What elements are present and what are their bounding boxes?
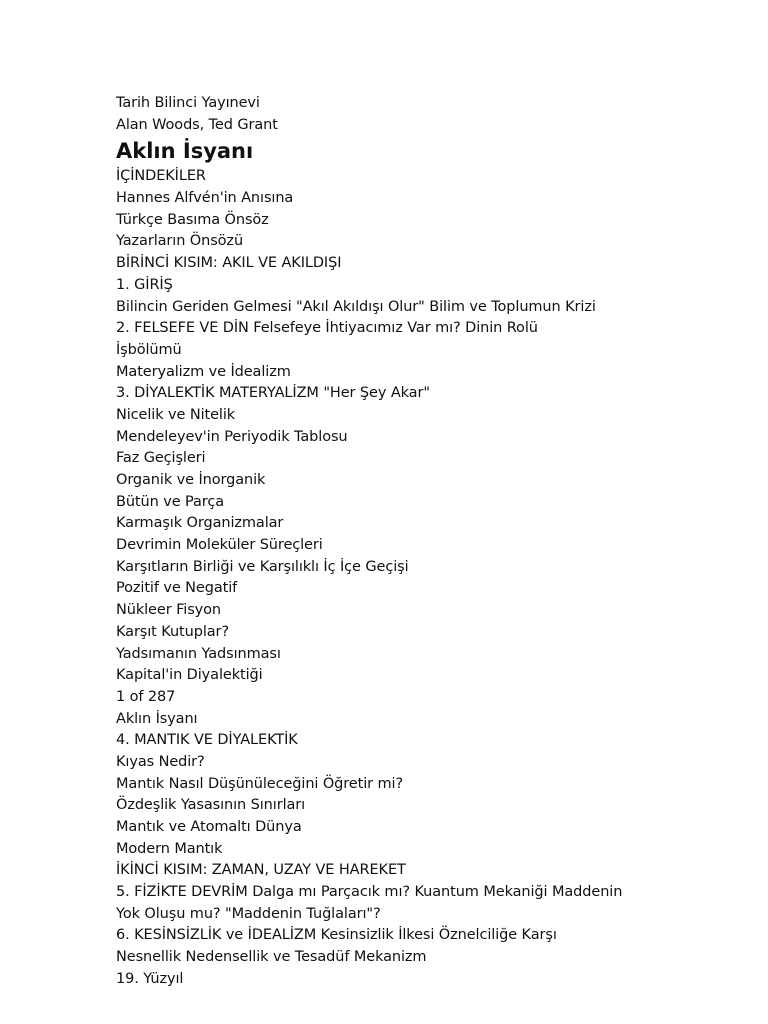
- toc-line: Nicelik ve Nitelik: [116, 406, 236, 423]
- toc-line: Yazarların Önsözü: [116, 233, 244, 250]
- toc-line: Hannes Alfvén'in Anısına: [116, 190, 294, 207]
- toc-part-heading: BİRİNCİ KISIM: AKIL VE AKILDIŞI: [116, 255, 342, 272]
- toc-chapter: 4. MANTIK VE DİYALEKTİK: [116, 732, 298, 749]
- toc-chapter: 2. FELSEFE VE DİN Felsefeye İhtiyacımız Var mı? Dinin Rolü: [116, 320, 538, 337]
- toc-line: Türkçe Basıma Önsöz: [116, 211, 269, 228]
- running-header: Aklın İsyanı: [116, 710, 198, 727]
- toc-line: Mantık ve Atomaltı Dünya: [116, 819, 302, 835]
- document-content: [116, 93, 736, 991]
- toc-line: Kapital'in Diyalektiği: [116, 667, 263, 684]
- toc-line: Bütün ve Parça: [116, 493, 225, 510]
- toc-line: Karşıtların Birliği ve Karşılıklı İç İçe Geçişi: [116, 558, 409, 575]
- toc-line: Özdeşlik Yasasının Sınırları: [116, 797, 306, 814]
- toc-chapter: 6. KESİNSİZLİK ve İDEALİZM Kesinsizlik İlkesi Öznelciliğe Karşı: [116, 927, 557, 944]
- toc-line: İşbölümü: [116, 341, 182, 358]
- toc-line: Bilincin Geriden Gelmesi "Akıl Akıldışı Olur" Bilim ve Toplumun Krizi: [116, 298, 596, 315]
- toc-line: Mantık Nasıl Düşünüleceğini Öğretir mi?: [116, 775, 404, 792]
- toc-heading: İÇİNDEKİLER: [116, 168, 206, 185]
- toc-chapter: 3. DİYALEKTİK MATERYALİZM "Her Şey Akar": [116, 385, 430, 402]
- toc-line: Faz Geçişleri: [116, 450, 206, 467]
- toc-line: Karmaşık Organizmalar: [116, 515, 284, 532]
- authors-line: Alan Woods, Ted Grant: [116, 116, 278, 133]
- toc-line: Yok Oluşu mu? "Maddenin Tuğlaları"?: [116, 905, 381, 922]
- book-title: Aklın İsyanı: [116, 139, 254, 164]
- toc-line: Yadsımanın Yadsınması: [116, 645, 281, 662]
- publisher-line: Tarih Bilinci Yayınevi: [116, 95, 260, 111]
- toc-line: Nükleer Fisyon: [116, 602, 221, 619]
- toc-line: Pozitif ve Negatif: [116, 580, 238, 597]
- toc-line: Materyalizm ve İdealizm: [116, 363, 291, 380]
- page-number: 1 of 287: [116, 688, 176, 705]
- toc-line: Organik ve İnorganik: [116, 472, 266, 488]
- toc-line: 19. Yüzyıl: [116, 970, 184, 987]
- toc-line: Karşıt Kutuplar?: [116, 623, 230, 640]
- toc-chapter: 1. GİRİŞ: [116, 276, 173, 293]
- toc-line: Kıyas Nedir?: [116, 753, 205, 770]
- toc-line: Devrimin Moleküler Süreçleri: [116, 537, 323, 554]
- toc-part-heading: İKİNCİ KISIM: ZAMAN, UZAY VE HAREKET: [116, 862, 406, 879]
- toc-line: Mendeleyev'in Periyodik Tablosu: [116, 428, 348, 445]
- toc-line: Nesnellik Nedensellik ve Tesadüf Mekanizm: [116, 949, 427, 966]
- toc-line: Modern Mantık: [116, 840, 223, 857]
- toc-chapter: 5. FİZİKTE DEVRİM Dalga mı Parçacık mı? Kuantum Mekaniği Maddenin: [116, 884, 623, 901]
